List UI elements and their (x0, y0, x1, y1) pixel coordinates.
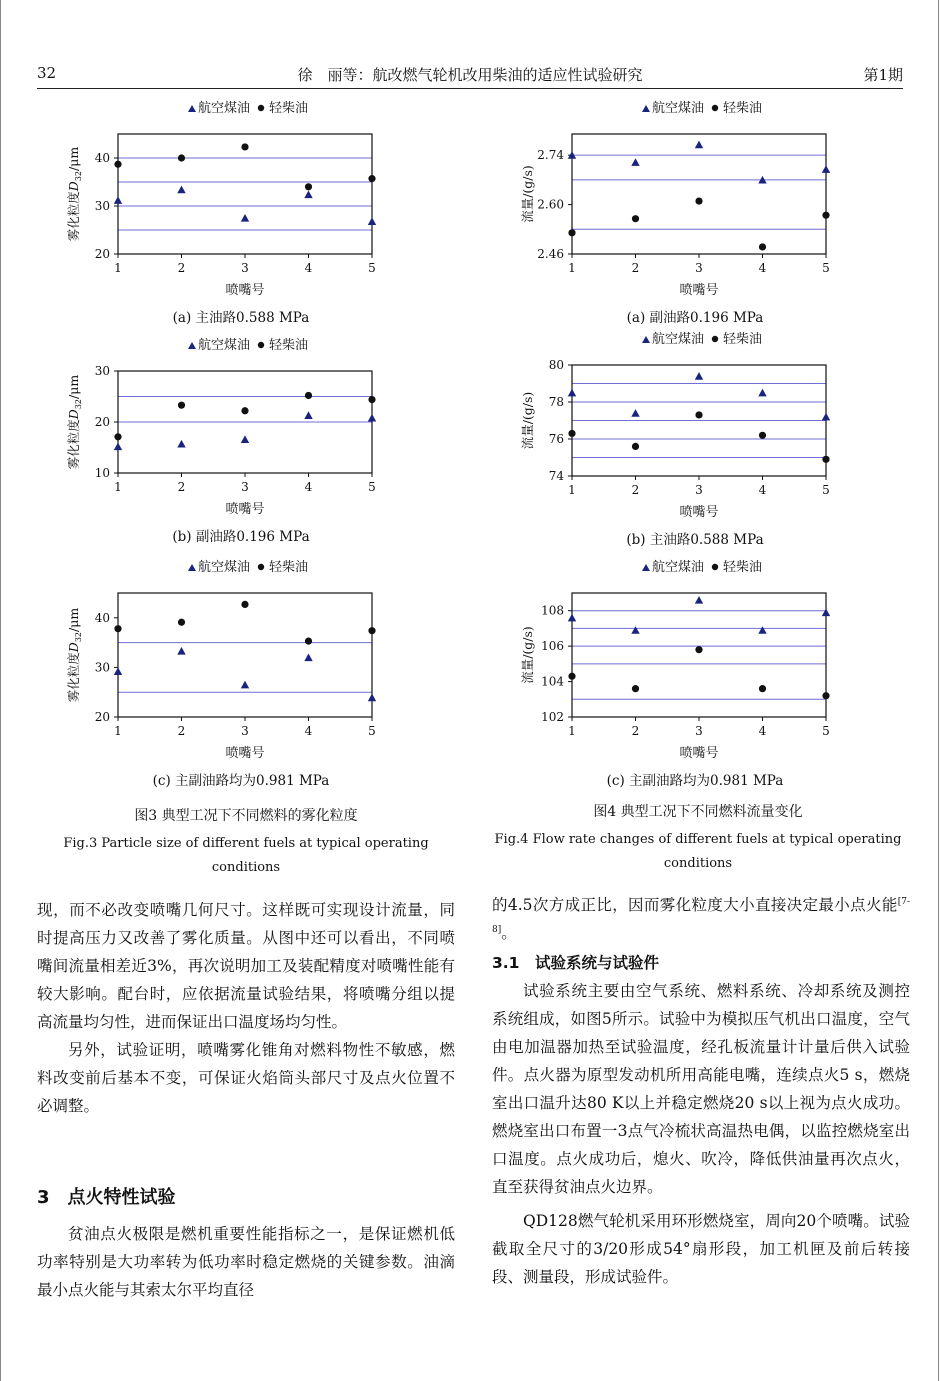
data-point-diesel (632, 685, 639, 692)
right-column-text (492, 891, 910, 1291)
legend-circle-marker (712, 336, 718, 342)
data-point-diesel (114, 625, 121, 632)
data-point-diesel (178, 619, 185, 626)
legend-circle-marker (258, 105, 264, 111)
data-point-diesel (178, 402, 185, 409)
y-tick-label: 104 (541, 674, 564, 689)
x-tick-label: 2 (631, 483, 640, 497)
fig4b-chart (480, 332, 920, 557)
data-point-kerosene (631, 409, 639, 417)
y-tick-label: 2.46 (537, 247, 564, 261)
data-point-diesel (305, 638, 312, 645)
data-point-kerosene (177, 186, 185, 194)
data-point-kerosene (695, 596, 703, 604)
data-point-diesel (759, 432, 766, 439)
data-point-kerosene (241, 214, 249, 222)
legend-label-kerosene: 航空煤油 (652, 560, 705, 575)
legend-label-diesel: 轻柴油 (723, 101, 763, 116)
data-point-kerosene (568, 389, 576, 397)
legend-circle-marker (712, 105, 718, 111)
data-point-kerosene (114, 196, 122, 204)
subfigure-caption: (a) 副油路0.196 MPa (626, 310, 764, 326)
legend-label-kerosene: 航空煤油 (652, 101, 705, 116)
x-tick-label: 2 (631, 261, 640, 275)
legend-triangle-marker (188, 564, 196, 571)
y-tick-label: 20 (94, 247, 110, 261)
y-tick-label: 2.74 (537, 148, 564, 163)
x-tick-label: 3 (695, 724, 703, 738)
legend (188, 559, 308, 575)
y-tick-label: 30 (94, 199, 110, 213)
data-point-diesel (114, 433, 121, 440)
fig4-caption-cn: 图4 典型工况下不同燃料流量变化 (593, 804, 803, 820)
subfigure-caption: (c) 主副油路均为0.981 MPa (606, 773, 784, 789)
page-number: 32 (37, 64, 57, 82)
y-tick-label: 2.60 (537, 197, 564, 212)
right-paragraph-1 (492, 891, 910, 947)
legend (188, 100, 308, 116)
data-point-kerosene (368, 217, 376, 225)
data-point-diesel (368, 396, 375, 403)
left-column-text (37, 896, 455, 1120)
legend-label-kerosene: 航空煤油 (198, 560, 251, 575)
running-header (37, 62, 903, 89)
y-axis-label: 流量/(g/s) (520, 626, 535, 684)
data-point-kerosene (304, 653, 312, 661)
legend-label-diesel: 轻柴油 (269, 338, 309, 353)
data-point-kerosene (758, 626, 766, 634)
data-point-kerosene (568, 614, 576, 622)
y-tick-label: 102 (541, 710, 564, 724)
legend-triangle-marker (642, 105, 650, 112)
x-tick-label: 3 (241, 724, 249, 738)
y-tick-label: 10 (94, 466, 110, 480)
x-tick-label: 1 (114, 724, 122, 738)
data-point-diesel (759, 685, 766, 692)
x-tick-label: 4 (758, 261, 767, 275)
data-point-kerosene (822, 413, 830, 421)
data-point-kerosene (758, 389, 766, 397)
data-point-kerosene (304, 190, 312, 198)
left-paragraph-3: 贫油点火极限是燃机重要性能指标之一，是保证燃机低功率特别是大功率转为低功率时稳定燃烧的关键参数。油滴最小点火能与其索太尔平均直径 (37, 1225, 455, 1299)
data-point-diesel (241, 407, 248, 414)
x-tick-label: 5 (822, 483, 830, 497)
y-tick-label: 76 (548, 432, 564, 446)
data-point-diesel (241, 143, 248, 150)
subsection-3-1-title: 3.1 试验系统与试验件 (492, 954, 659, 972)
x-tick-label: 1 (568, 724, 576, 738)
data-point-kerosene (631, 158, 639, 166)
legend (188, 337, 308, 353)
y-axis-label: 雾化粒度$D_{32}/\mu m$ (66, 607, 83, 703)
data-point-diesel (305, 392, 312, 399)
fig4c-chart (480, 559, 920, 799)
data-point-kerosene (368, 414, 376, 422)
x-tick-label: 4 (304, 724, 313, 738)
y-tick-label: 78 (548, 395, 564, 409)
x-tick-label: 2 (177, 724, 186, 738)
legend-label-diesel: 轻柴油 (723, 332, 763, 347)
x-axis-label: 喷嘴号 (225, 502, 265, 517)
legend-triangle-marker (642, 336, 650, 343)
x-tick-label: 2 (177, 480, 186, 494)
left-paragraph-1: 现，而不必改变喷嘴几何尺寸。这样既可实现设计流量，同时提高压力又改善了雾化质量。从图中还可以看出，不同喷嘴间流量相差近3%，再次说明加工及装配精度对喷嘴性能有较大影响。配台时，应依据流量试验结果，将喷嘴分组以提高流量均匀性，进而保证出口温度场均匀性。 (37, 901, 455, 1031)
fig3-caption-en-line1: Fig.3 Particle size of different fuels at typical operating (63, 836, 429, 851)
fig3-caption (26, 806, 466, 880)
data-point-diesel (368, 175, 375, 182)
x-tick-label: 5 (368, 261, 376, 275)
y-tick-label: 40 (94, 610, 110, 625)
y-tick-label: 80 (548, 358, 564, 372)
x-axis-label: 喷嘴号 (225, 283, 265, 298)
subfigure-caption: (a) 主油路0.588 MPa (172, 310, 310, 326)
data-point-kerosene (177, 647, 185, 655)
data-point-diesel (568, 673, 575, 680)
data-point-kerosene (695, 141, 703, 149)
right-paragraph-2: 试验系统主要由空气系统、燃料系统、冷却系统及测控系统组成，如图5所示。试验中为模拟压气机出口温度，空气由电加温器加热至试验温度，经孔板流量计计量后供入试验件。点火器为原型发动机所用高能电嘴，连续点火5 s，燃烧室出口温升达80 K以上并稳定燃烧20 s以上视为点火成功。燃烧室出口布置一3点气冷梳状高温热电偶，以监控燃烧室出口温度。点火成功后，熄火、吹冷，降低供油量再次点火，直至获得贫油点火边界。 (492, 982, 910, 1196)
y-tick-label: 20 (94, 710, 110, 724)
left-paragraph-2: 另外，试验证明，喷嘴雾化锥角对燃料物性不敏感，燃料改变前后基本不变，可保证火焰筒头部尺寸及点火位置不必调整。 (37, 1041, 455, 1115)
data-point-kerosene (822, 165, 830, 173)
y-tick-label: 20 (94, 415, 110, 429)
fig3-caption-en-line2: conditions (211, 860, 281, 875)
data-point-diesel (695, 197, 702, 204)
data-point-diesel (822, 692, 829, 699)
legend (642, 331, 762, 347)
data-point-diesel (822, 456, 829, 463)
right-paragraph-1-end: 。 (501, 924, 517, 942)
x-tick-label: 1 (114, 261, 122, 275)
fig3a-chart (20, 96, 460, 336)
data-point-kerosene (368, 694, 376, 702)
x-tick-label: 3 (695, 483, 703, 497)
data-point-kerosene (695, 372, 703, 380)
fig3-caption-cn: 图3 典型工况下不同燃料的雾化粒度 (134, 808, 358, 824)
legend-label-kerosene: 航空煤油 (198, 338, 251, 353)
right-paragraph-3: QD128燃气轮机采用环形燃烧室，周向20个喷嘴。试验截取全尺寸的3/20形成54°扇形段，加工机匣及前后转接段、测量段，形成试验件。 (492, 1212, 910, 1286)
subfigure-caption: (c) 主副油路均为0.981 MPa (152, 773, 330, 789)
data-point-kerosene (241, 681, 249, 689)
x-tick-label: 4 (758, 724, 767, 738)
section-3-title: 3 点火特性试验 (37, 1187, 176, 1208)
legend-circle-marker (712, 564, 718, 570)
citation-ref: [7-8] (492, 896, 910, 935)
data-point-diesel (114, 161, 121, 168)
x-tick-label: 5 (368, 480, 376, 494)
fig4-caption (478, 802, 918, 876)
y-axis-label: 雾化粒度$D_{32}/\mu m$ (66, 146, 83, 242)
fig3b-chart (20, 337, 460, 557)
plot-frame (572, 593, 826, 717)
subfigure-caption: (b) 副油路0.196 MPa (172, 529, 310, 545)
legend-label-diesel: 轻柴油 (723, 560, 763, 575)
data-point-kerosene (241, 435, 249, 443)
data-point-diesel (695, 411, 702, 418)
x-tick-label: 2 (177, 261, 186, 275)
legend-label-diesel: 轻柴油 (269, 101, 309, 116)
fig4-caption-en-line1: Fig.4 Flow rate changes of different fuels at typical operating (494, 832, 902, 847)
running-title: 徐 丽等：航改燃气轮机改用柴油的适应性试验研究 (297, 66, 643, 84)
x-tick-label: 4 (758, 483, 767, 497)
legend (642, 559, 762, 575)
left-column-text-2 (37, 1220, 455, 1304)
x-tick-label: 5 (822, 261, 830, 275)
fig3c-chart (20, 559, 460, 799)
legend-triangle-marker (642, 564, 650, 571)
legend-triangle-marker (188, 342, 196, 349)
plot-frame (572, 134, 826, 254)
x-tick-label: 5 (822, 724, 830, 738)
x-tick-label: 3 (241, 480, 249, 494)
data-point-diesel (305, 183, 312, 190)
x-tick-label: 3 (241, 261, 249, 275)
legend-circle-marker (258, 342, 264, 348)
fig4a-chart (480, 96, 920, 336)
x-tick-label: 2 (631, 724, 640, 738)
data-point-diesel (568, 430, 575, 437)
issue-number: 第1期 (863, 66, 903, 84)
legend-triangle-marker (188, 105, 196, 112)
data-point-diesel (822, 212, 829, 219)
data-point-diesel (178, 154, 185, 161)
y-tick-label: 40 (94, 151, 110, 165)
y-axis-label: 流量/(g/s) (520, 165, 535, 223)
data-point-diesel (632, 215, 639, 222)
data-point-diesel (632, 443, 639, 450)
plot-frame (118, 134, 372, 254)
data-point-diesel (241, 601, 248, 608)
x-tick-label: 4 (304, 261, 313, 275)
right-paragraph-1-text: 的4.5次方成正比，因而雾化粒度大小直接决定最小点火能 (492, 896, 898, 914)
data-point-kerosene (304, 411, 312, 419)
y-tick-label: 30 (94, 660, 110, 675)
data-point-kerosene (114, 667, 122, 675)
x-tick-label: 1 (568, 483, 576, 497)
fig4-caption-en-line2: conditions (663, 856, 733, 871)
y-tick-label: 108 (541, 603, 564, 618)
y-tick-label: 30 (94, 364, 110, 378)
data-point-diesel (368, 627, 375, 634)
x-axis-label: 喷嘴号 (679, 283, 719, 298)
x-axis-label: 喷嘴号 (679, 505, 719, 520)
legend-label-kerosene: 航空煤油 (652, 332, 705, 347)
x-axis-label: 喷嘴号 (679, 746, 719, 761)
y-tick-label: 74 (548, 469, 564, 483)
legend-label-kerosene: 航空煤油 (198, 101, 251, 116)
x-tick-label: 1 (114, 480, 122, 494)
data-point-kerosene (177, 440, 185, 448)
subfigure-caption: (b) 主油路0.588 MPa (626, 532, 764, 548)
x-tick-label: 3 (695, 261, 703, 275)
legend (642, 100, 762, 116)
x-tick-label: 4 (304, 480, 313, 494)
plot-frame (118, 593, 372, 717)
data-point-diesel (568, 229, 575, 236)
x-tick-label: 1 (568, 261, 576, 275)
legend-circle-marker (258, 564, 264, 570)
data-point-diesel (759, 243, 766, 250)
x-axis-label: 喷嘴号 (225, 746, 265, 761)
y-axis-label: 流量/(g/s) (520, 391, 535, 450)
data-point-kerosene (114, 442, 122, 450)
data-point-diesel (695, 646, 702, 653)
data-point-kerosene (822, 608, 830, 616)
y-tick-label: 106 (541, 639, 564, 654)
x-tick-label: 5 (368, 724, 376, 738)
data-point-kerosene (631, 626, 639, 634)
legend-label-diesel: 轻柴油 (269, 560, 309, 575)
y-axis-label: 雾化粒度$D_{32}/\mu m$ (66, 374, 83, 470)
